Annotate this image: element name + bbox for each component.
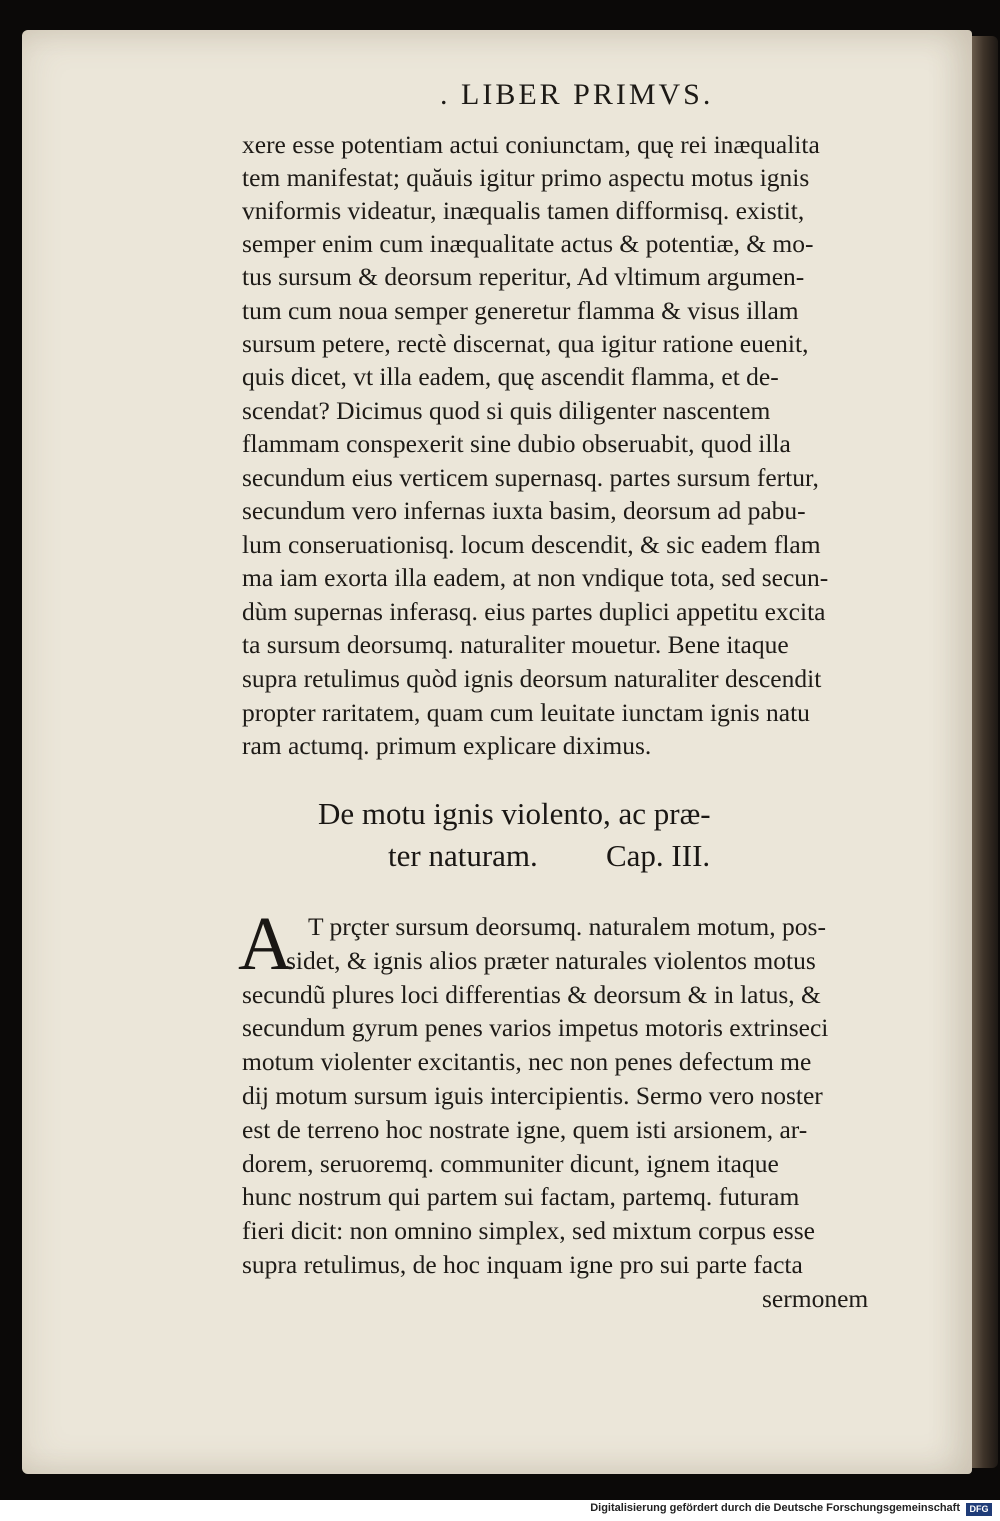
book-page-edge [972,36,998,1468]
text-line: hunc nostrum qui partem sui factam, partemq. futuram [242,1182,800,1211]
text-line: ma iam exorta illa eadem, at non vndique tota, sed secun- [242,563,829,592]
text-line: secundum eius verticem supernasq. partes sursum fertur, [242,463,819,492]
text-line: supra retulimus, de hoc inquam igne pro sui parte facta [242,1250,803,1279]
text-line: secundũ plures loci differentias & deorsum & in latus, & [242,980,821,1009]
text-line: secundum gyrum penes varios impetus motoris extrinseci [242,1013,829,1042]
dfg-logo-icon: DFG [966,1503,992,1516]
text-line: sursum petere, rectè discernat, qua igitur ratione euenit, [242,329,809,358]
text-line: lum conseruationisq. locum descendit, & sic eadem flam [242,530,821,559]
chapter-heading-line-2: ter naturam. [388,838,538,873]
text-line: dùm supernas inferasq. eius partes duplici appetitu excita [242,597,826,626]
chapter-heading-line-1: De motu ignis violento, ac præ- [318,796,711,831]
text-line: supra retulimus quòd ignis deorsum naturaliter descendit [242,664,822,693]
text-line: flammam conspexerit sine dubio obseruabit, quod illa [242,429,791,458]
footer-credit: Digitalisierung gefördert durch die Deutsche Forschungsgemeinschaft [590,1502,960,1514]
text-line: quis dicet, vt illa eadem, quę ascendit flamma, et de- [242,362,779,391]
text-line: T prçter sursum deorsumq. naturalem motum, pos- [308,912,826,941]
drop-cap-initial: A [238,902,293,986]
text-line: semper enim cum inæqualitate actus & potentiæ, & mo- [242,229,814,258]
text-line: scendat? Dicimus quod si quis diligenter nascentem [242,396,771,425]
text-line: tum cum noua semper generetur flamma & visus illam [242,296,799,325]
text-line: propter raritatem, quam cum leuitate iunctam ignis natu [242,698,810,727]
text-line: xere esse potentiam actui coniunctam, quę rei inæqualita [242,130,820,159]
text-line: secundum vero infernas iuxta basim, deorsum ad pabu- [242,496,806,525]
text-line: ta sursum deorsumq. naturaliter mouetur. Bene itaque [242,630,789,659]
text-line: fieri dicit: non omnino simplex, sed mixtum corpus esse [242,1216,815,1245]
catchword: sermonem [762,1284,869,1313]
text-line: dorem, seruoremq. communiter dicunt, ignem itaque [242,1149,779,1178]
text-line: dij motum sursum iguis intercipientis. Sermo vero noster [242,1081,823,1110]
text-line: tus sursum & deorsum reperitur, Ad vltimum argumen- [242,262,805,291]
text-line: motum violenter excitantis, nec non penes defectum me [242,1047,812,1076]
chapter-label: Cap. III. [606,838,711,873]
text-line: tem manifestat; quăuis igitur primo aspectu motus ignis [242,163,810,192]
text-line: est de terreno hoc nostrate igne, quem isti arsionem, ar- [242,1115,808,1144]
running-head: . LIBER PRIMVS. [440,78,714,111]
text-line: vniformis videatur, inæqualis tamen difformisq. existit, [242,196,805,225]
text-line: sidet, & ignis alios præter naturales violentos motus [286,946,816,975]
text-line: ram actumq. primum explicare diximus. [242,731,652,760]
